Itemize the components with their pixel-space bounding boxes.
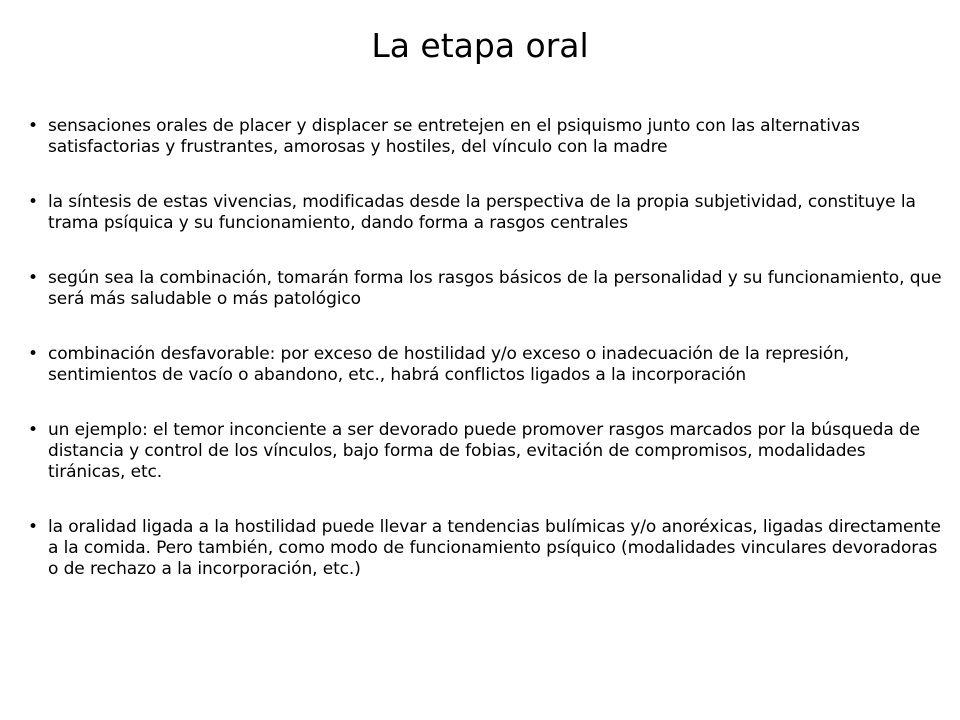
bullet-item (28, 268, 948, 310)
slide-title: La etapa oral (371, 26, 589, 65)
bullet-dot-icon: • (28, 420, 39, 440)
bullet-list (28, 116, 948, 614)
bullet-dot-icon: • (28, 116, 39, 136)
bullet-text: la oralidad ligada a la hostilidad puede llevar a tendencias bulímicas y/o anoréxicas, ligadas directamente a la comida. Pero también, como modo de funcionamiento psíquico (modalidades vinculares devoradoras o de rechazo a la incorporación, etc.) (48, 517, 941, 579)
bullet-text: combinación desfavorable: por exceso de hostilidad y/o exceso o inadecuación de la represión, sentimientos de vacío o abandono, etc., habrá conflictos ligados a la incorporación (48, 344, 850, 385)
bullet-item (28, 192, 948, 234)
bullet-dot-icon: • (28, 268, 39, 288)
bullet-dot-icon: • (28, 344, 39, 364)
bullet-item (28, 344, 948, 386)
bullet-dot-icon: • (28, 192, 39, 212)
bullet-item (28, 420, 948, 483)
bullet-item (28, 517, 948, 580)
bullet-text: sensaciones orales de placer y displacer se entretejen en el psiquismo junto con las alternativas satisfactorias y frustrantes, amorosas y hostiles, del vínculo con la madre (48, 116, 860, 157)
bullet-dot-icon: • (28, 517, 39, 537)
bullet-text: la síntesis de estas vivencias, modificadas desde la perspectiva de la propia subjetividad, constituye la trama psíquica y su funcionamiento, dando forma a rasgos centrales (48, 192, 916, 233)
bullet-text: según sea la combinación, tomarán forma los rasgos básicos de la personalidad y su funcionamiento, que será más saludable o más patológico (48, 268, 942, 309)
bullet-item (28, 116, 948, 158)
bullet-text: un ejemplo: el temor inconciente a ser devorado puede promover rasgos marcados por la búsqueda de distancia y control de los vínculos, bajo forma de fobias, evitación de compromisos, modalidades tiránicas, etc. (48, 420, 920, 482)
